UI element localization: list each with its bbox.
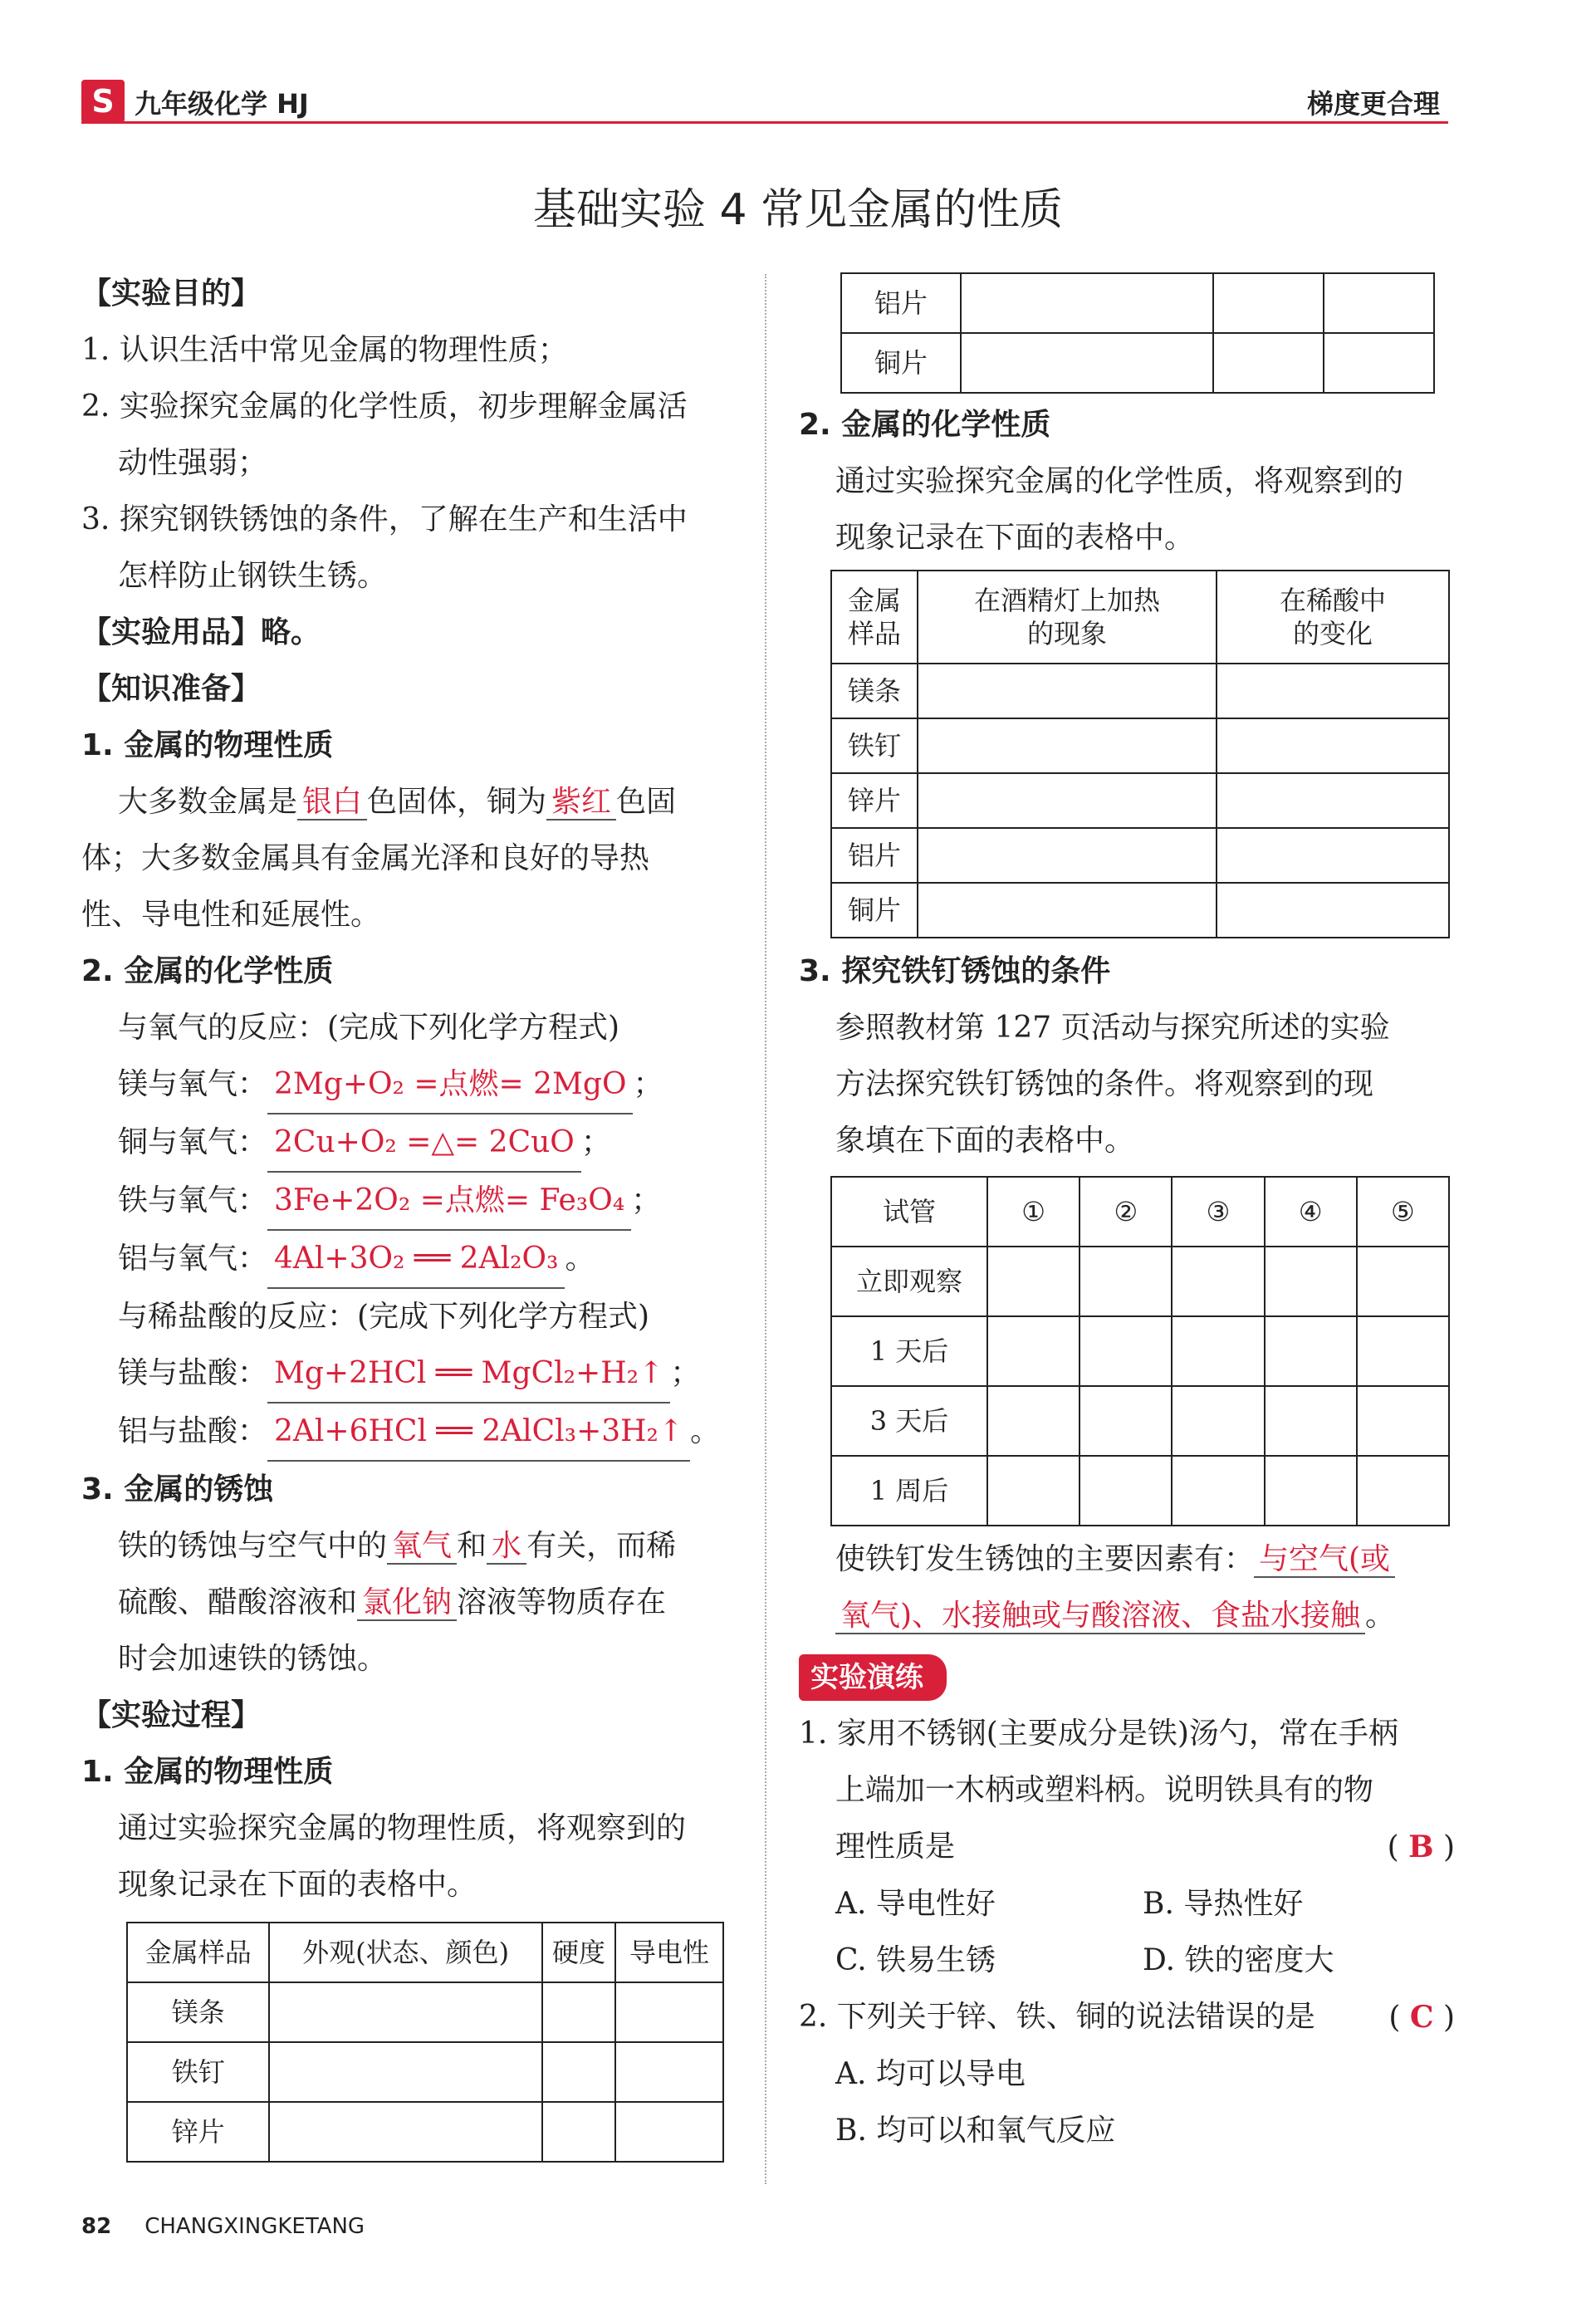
purpose-item: 怎样防止钢铁生锈。 bbox=[118, 559, 388, 593]
equation-end: 。 bbox=[565, 1242, 595, 1276]
k1-answer-2: 紫红 bbox=[546, 785, 616, 821]
table-header: ② bbox=[1080, 1177, 1172, 1247]
equation-line bbox=[81, 1173, 737, 1231]
question-2-line bbox=[799, 1989, 1455, 2046]
page-footer bbox=[81, 2214, 365, 2239]
table-header: 在酒精灯上加热 的现象 bbox=[918, 571, 1217, 664]
table-header: 在稀酸中 的变化 bbox=[1217, 571, 1449, 664]
publisher-logo: S bbox=[81, 80, 125, 123]
k3-line1 bbox=[81, 1518, 737, 1575]
question-2-answer: C bbox=[1409, 2000, 1434, 2035]
question-1-line bbox=[799, 1819, 1455, 1876]
p3-line3: 象填在下面的表格中。 bbox=[835, 1124, 1135, 1158]
equation-line bbox=[81, 1231, 737, 1289]
p1-line2: 现象记录在下面的表格中。 bbox=[118, 1868, 477, 1902]
table-header: 金属样品 bbox=[127, 1923, 269, 1982]
table-header: 外观(状态、颜色) bbox=[269, 1923, 541, 1982]
question-1-answer: B bbox=[1408, 1830, 1434, 1864]
right-column bbox=[799, 272, 1455, 2159]
question-1-options bbox=[799, 1876, 1455, 1933]
table-row-label: 锌片 bbox=[127, 2102, 269, 2162]
question-1-line: 1. 家用不锈钢(主要成分是铁)汤勺，常在手柄 bbox=[799, 1717, 1398, 1751]
k2-title: 2. 金属的化学性质 bbox=[81, 954, 334, 988]
option: C. 铁易生锈 bbox=[835, 1943, 996, 1977]
practice-badge: 实验演练 bbox=[799, 1654, 947, 1701]
p1-title: 1. 金属的物理性质 bbox=[81, 1755, 334, 1789]
question-text: 理性质是 bbox=[835, 1830, 956, 1864]
equation-line bbox=[81, 1056, 737, 1114]
p2-line2: 现象记录在下面的表格中。 bbox=[835, 521, 1195, 555]
chemical-properties-table bbox=[830, 570, 1450, 938]
left-column bbox=[81, 266, 737, 2163]
equation-label: 铁与氧气： bbox=[118, 1183, 268, 1217]
p3-line1: 参照教材第 127 页活动与探究所述的实验 bbox=[835, 1011, 1390, 1045]
option: B. 均可以和氧气反应 bbox=[835, 2114, 1116, 2148]
k1-answer-1: 银白 bbox=[297, 785, 367, 821]
equation-answer: 2Mg+O₂ =点燃= 2MgO bbox=[267, 1056, 633, 1114]
table-header: ③ bbox=[1172, 1177, 1264, 1247]
k3-answer-1: 氧气 bbox=[387, 1529, 457, 1565]
k3-text: 和 bbox=[457, 1529, 487, 1563]
k3-text: 铁的锈蚀与空气中的 bbox=[118, 1529, 388, 1563]
equation-label: 镁与盐酸： bbox=[118, 1356, 268, 1390]
table-row-label: 立即观察 bbox=[831, 1247, 987, 1316]
book-title: 九年级化学 HJ bbox=[135, 88, 309, 120]
k3-answer-2: 水 bbox=[487, 1529, 526, 1565]
k3-line2 bbox=[81, 1575, 737, 1631]
equation-end: ； bbox=[631, 1183, 662, 1217]
p3-line2: 方法探究铁钉锈蚀的条件。将观察到的现 bbox=[835, 1067, 1374, 1101]
table-header: 试管 bbox=[831, 1177, 987, 1247]
equation-line bbox=[81, 1114, 737, 1173]
equation-answer: 3Fe+2O₂ =点燃= Fe₃O₄ bbox=[267, 1173, 631, 1231]
k3-text: 溶液等物质存在 bbox=[457, 1585, 667, 1619]
purpose-item: 3. 探究钢铁锈蚀的条件，了解在生产和生活中 bbox=[81, 502, 688, 536]
k1-text: 色固体，铜为 bbox=[367, 785, 547, 819]
equation-label: 铝与盐酸： bbox=[118, 1414, 268, 1448]
answer-bracket: ( B ) bbox=[1387, 1830, 1455, 1864]
equation-answer: 2Cu+O₂ =△= 2CuO bbox=[267, 1114, 581, 1173]
table-row-label: 铜片 bbox=[841, 333, 961, 393]
equation-label: 铜与氧气： bbox=[118, 1125, 268, 1159]
k1-line2: 体；大多数金属具有金属光泽和良好的导热 bbox=[81, 841, 650, 875]
option: D. 铁的密度大 bbox=[1143, 1943, 1334, 1977]
table-row-label: 铝片 bbox=[841, 273, 961, 333]
physical-properties-table bbox=[126, 1922, 724, 2163]
rust-observation-table bbox=[830, 1176, 1450, 1526]
k3-answer-3: 氯化钠 bbox=[357, 1585, 457, 1621]
p1-line1: 通过实验探究金属的物理性质，将观察到的 bbox=[118, 1811, 687, 1845]
rust-answer: 与空气(或 bbox=[1254, 1542, 1395, 1578]
table-row-label: 铝片 bbox=[831, 828, 918, 883]
k1-line3: 性、导电性和延展性。 bbox=[81, 898, 381, 932]
table-header: 硬度 bbox=[542, 1923, 615, 1982]
purpose-heading: 【实验目的】 bbox=[81, 277, 262, 311]
equation-answer: Mg+2HCl ══ MgCl₂+H₂↑ bbox=[267, 1345, 670, 1403]
equation-answer: 4Al+3O₂ ══ 2Al₂O₃ bbox=[267, 1231, 565, 1289]
question-text: 2. 下列关于锌、铁、铜的说法错误的是 bbox=[799, 2000, 1315, 2034]
rust-answer: 氧气)、水接触或与酸溶液、食盐水接触 bbox=[835, 1599, 1365, 1634]
rust-text: 使铁钉发生锈蚀的主要因素有： bbox=[835, 1542, 1255, 1576]
oxygen-intro: 与氧气的反应：(完成下列化学方程式) bbox=[118, 1011, 620, 1045]
equation-answer: 2Al+6HCl ══ 2AlCl₃+3H₂↑ bbox=[267, 1403, 690, 1462]
k1-line1 bbox=[81, 774, 737, 830]
purpose-item: 1. 认识生活中常见金属的物理性质； bbox=[81, 333, 568, 367]
physical-properties-table-cont bbox=[840, 272, 1435, 394]
table-header: 金属 样品 bbox=[831, 571, 918, 664]
k3-text: 有关，而稀 bbox=[526, 1529, 677, 1563]
rust-factors-line2 bbox=[799, 1588, 1455, 1644]
page-title: 基础实验 4 常见金属的性质 bbox=[532, 185, 1064, 235]
equation-label: 镁与氧气： bbox=[118, 1067, 268, 1101]
table-row-label: 铁钉 bbox=[831, 718, 918, 773]
equation-end: ； bbox=[670, 1356, 701, 1390]
k3-line3: 时会加速铁的锈蚀。 bbox=[118, 1642, 388, 1676]
table-row-label: 镁条 bbox=[831, 664, 918, 718]
equation-end: ； bbox=[633, 1067, 663, 1101]
table-header: 导电性 bbox=[615, 1923, 723, 1982]
equation-end: ； bbox=[580, 1125, 611, 1159]
option: A. 导电性好 bbox=[835, 1887, 996, 1921]
table-row-label: 3 天后 bbox=[831, 1386, 987, 1456]
question-1-options bbox=[799, 1933, 1455, 1989]
equation-line bbox=[81, 1345, 737, 1403]
table-row-label: 铜片 bbox=[831, 883, 918, 938]
rust-factors-line1 bbox=[799, 1531, 1455, 1588]
header-slogan: 梯度更合理 bbox=[1306, 88, 1440, 120]
table-row-label: 铁钉 bbox=[127, 2042, 269, 2102]
equation-line bbox=[81, 1403, 737, 1462]
option: B. 导热性好 bbox=[1143, 1887, 1304, 1921]
table-header: ⑤ bbox=[1357, 1177, 1449, 1247]
p3-title: 3. 探究铁钉锈蚀的条件 bbox=[799, 954, 1111, 988]
table-header: ④ bbox=[1265, 1177, 1357, 1247]
answer-bracket: ( C ) bbox=[1388, 2000, 1455, 2035]
equation-end: 。 bbox=[690, 1414, 721, 1448]
process-heading: 【实验过程】 bbox=[81, 1698, 262, 1732]
purpose-item: 动性强弱； bbox=[118, 446, 268, 480]
k3-title: 3. 金属的锈蚀 bbox=[81, 1472, 274, 1506]
equation-label: 铝与氧气： bbox=[118, 1242, 268, 1276]
column-divider bbox=[765, 274, 766, 2184]
table-header: ① bbox=[987, 1177, 1080, 1247]
knowledge-heading: 【知识准备】 bbox=[81, 672, 262, 706]
question-1-line: 上端加一木柄或塑料柄。说明铁具有的物 bbox=[835, 1773, 1374, 1807]
purpose-item: 2. 实验探究金属的化学性质，初步理解金属活 bbox=[81, 389, 688, 424]
k1-text: 色固 bbox=[616, 785, 677, 819]
page-number: 82 bbox=[81, 2214, 112, 2239]
p2-line1: 通过实验探究金属的化学性质，将观察到的 bbox=[835, 464, 1404, 498]
rust-text: 。 bbox=[1365, 1599, 1396, 1633]
k1-title: 1. 金属的物理性质 bbox=[81, 728, 334, 762]
table-row-label: 1 天后 bbox=[831, 1316, 987, 1386]
k1-text: 大多数金属是 bbox=[118, 785, 298, 819]
k3-text: 硫酸、醋酸溶液和 bbox=[118, 1585, 358, 1619]
p2-title: 2. 金属的化学性质 bbox=[799, 408, 1051, 442]
table-row-label: 锌片 bbox=[831, 773, 918, 828]
footer-brand: CHANGXINGKETANG bbox=[144, 2214, 365, 2239]
supplies-line: 【实验用品】略。 bbox=[81, 615, 321, 649]
acid-intro: 与稀盐酸的反应：(完成下列化学方程式) bbox=[118, 1300, 650, 1334]
option: A. 均可以导电 bbox=[835, 2057, 1026, 2091]
table-row-label: 镁条 bbox=[127, 1982, 269, 2042]
table-row-label: 1 周后 bbox=[831, 1456, 987, 1526]
header-rule bbox=[81, 121, 1448, 124]
